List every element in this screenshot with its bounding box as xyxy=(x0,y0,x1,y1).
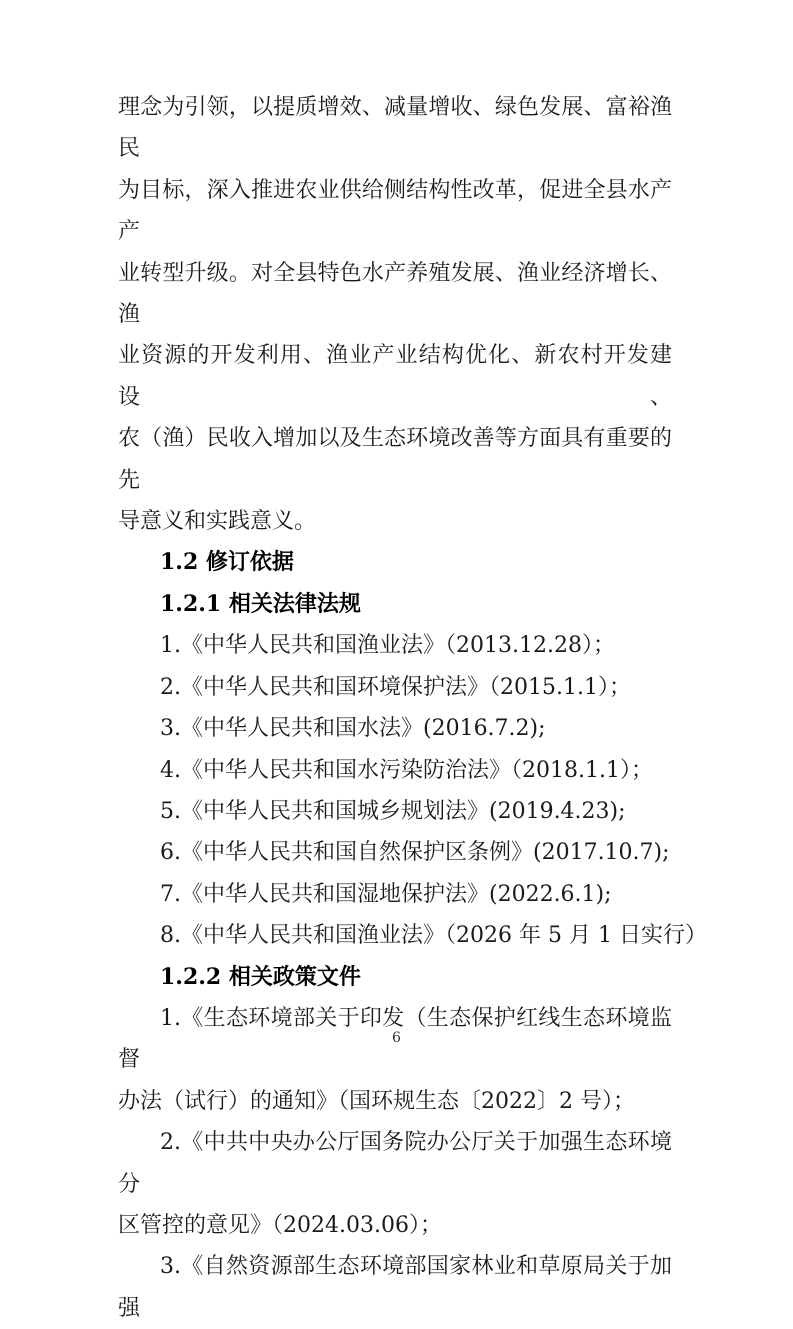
paragraph-line: 农（渔）民收入增加以及生态环境改善等方面具有重要的先 xyxy=(118,426,672,493)
policy-item-line: 办法（试行）的通知》（国环规生态〔2022〕2 号）； xyxy=(118,1088,635,1114)
law-item: 5.《中华人民共和国城乡规划法》(2019.4.23); xyxy=(160,798,626,824)
policy-item-line: 3.《自然资源部生态环境部国家林业和草原局关于加强 xyxy=(118,1254,672,1321)
policy-item-line: 区管控的意见》（2024.03.06）； xyxy=(118,1212,442,1238)
page-content xyxy=(118,87,707,1329)
law-item: 2.《中华人民共和国环境保护法》（2015.1.1）； xyxy=(160,674,631,700)
subsection-heading-laws: 1.2.1 相关法律法规 xyxy=(160,590,361,617)
law-item: 6.《中华人民共和国自然保护区条例》(2017.10.7); xyxy=(160,840,670,866)
policy-item-line: 2.《中共中央办公厅国务院办公厅关于加强生态环境分 xyxy=(118,1130,672,1197)
law-item: 3.《中华人民共和国水法》(2016.7.2); xyxy=(160,716,546,742)
paragraph-line: 导意义和实践意义。 xyxy=(118,509,317,535)
laws-list xyxy=(118,625,707,956)
law-item: 4.《中华人民共和国水污染防治法》（2018.1.1）； xyxy=(160,757,653,783)
paragraph-line: 为目标，深入推进农业供给侧结构性改革，促进全县水产产 xyxy=(118,177,672,245)
law-item: 8.《中华人民共和国渔业法》（2026 年 5 月 1 日实行） xyxy=(160,923,707,949)
intro-paragraph xyxy=(118,87,672,542)
paragraph-line: 理念为引领，以提质增效、减量增收、绿色发展、富裕渔民 xyxy=(118,95,672,162)
law-item: 7.《中华人民共和国湿地保护法》(2022.6.1); xyxy=(160,881,612,907)
law-item: 1.《中华人民共和国渔业法》（2013.12.28）； xyxy=(160,633,615,659)
subsection-heading-policies: 1.2.2 相关政策文件 xyxy=(160,963,361,990)
policy-item-line: 1.《生态环境部关于印发（生态保护红线生态环境监督 xyxy=(118,1005,672,1073)
policies-list xyxy=(118,998,672,1329)
section-heading-revision-basis: 1.2 修订依据 xyxy=(160,549,294,576)
paragraph-line: 业资源的开发利用、渔业产业结构优化、新农村开发建设、 xyxy=(118,343,672,410)
page-number: 6 xyxy=(392,1030,401,1046)
paragraph-line: 业转型升级。对全县特色水产养殖发展、渔业经济增长、渔 xyxy=(118,260,672,328)
